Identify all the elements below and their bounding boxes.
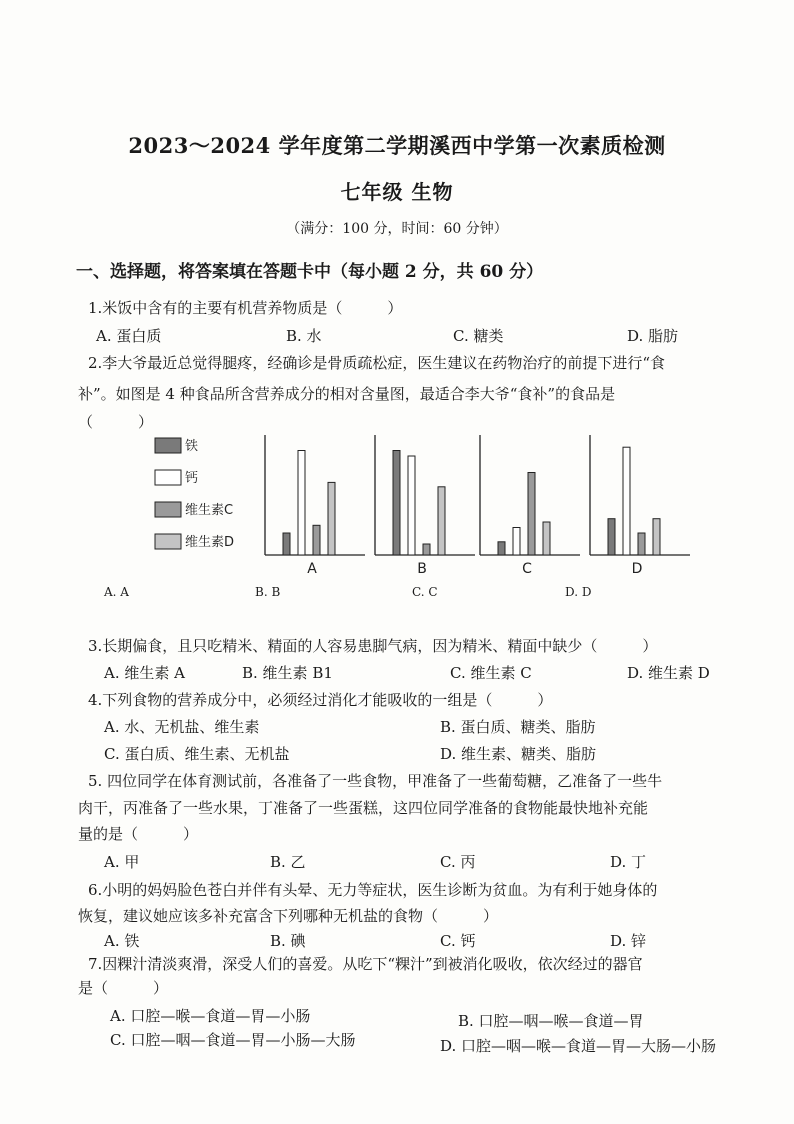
question-4-stem: 4.下列食物的营养成分中，必须经过消化才能吸收的一组是（ ） — [88, 691, 553, 709]
bar-B-3 — [438, 487, 445, 555]
question-6-stem-line-1: 6.小明的妈妈脸色苍白并伴有头晕、无力等症状，医生诊断为贫血。为有利于她身体的 — [88, 881, 658, 899]
question-1-option-d: D. 脂肪 — [627, 327, 679, 345]
bar-D-3 — [653, 519, 660, 555]
question-5-option-c: C. 丙 — [440, 853, 476, 871]
question-5-option-d: D. 丁 — [610, 853, 647, 871]
bar-D-2 — [638, 533, 645, 555]
question-3-option-b: B. 维生素 B1 — [242, 664, 333, 682]
question-2-stem-line-2: 补”。如图是 4 种食品所含营养成分的相对含量图，最适合李大爷“食补”的食品是 — [78, 385, 616, 403]
bar-D-0 — [608, 519, 615, 555]
question-3-stem: 3.长期偏食，且只吃精米、精面的人容易患脚气病，因为精米、精面中缺少（ ） — [88, 637, 658, 655]
question-4-option-d: D. 维生素、糖类、脂肪 — [440, 745, 597, 763]
exam-title: 2023～2024 学年度第二学期溪西中学第一次素质检测 — [128, 133, 666, 158]
bar-A-0 — [283, 533, 290, 555]
panel-label-B: B — [417, 561, 427, 577]
exam-subtitle: 七年级 生物 — [340, 180, 454, 204]
legend-swatch-3 — [155, 534, 181, 549]
question-2-stem-line-1: 2.李大爷最近总觉得腿疼，经确诊是骨质疏松症，医生建议在药物治疗的前提下进行“食 — [88, 354, 665, 372]
bar-B-1 — [408, 456, 415, 555]
question-5-stem-line-3: 量的是（ ） — [78, 825, 199, 843]
question-1-stem: 1.米饭中含有的主要有机营养物质是（ ） — [88, 299, 403, 317]
bar-C-1 — [513, 528, 520, 556]
bar-B-2 — [423, 544, 430, 555]
question-7-stem-line-1: 7.因粿汁清淡爽滑，深受人们的喜爱。从吃下“粿汁”到被消化吸收，依次经过的器官 — [88, 955, 643, 973]
panel-label-C: C — [522, 561, 532, 577]
question-5-option-b: B. 乙 — [270, 853, 306, 871]
question-3-option-d: D. 维生素 D — [627, 664, 710, 682]
question-6-option-b: B. 碘 — [270, 932, 306, 950]
question-7-option-b: B. 口腔—咽—喉—食道—胃 — [458, 1012, 644, 1030]
bar-B-0 — [393, 451, 400, 556]
question-7-option-c: C. 口腔—咽—食道—胃—小肠—大肠 — [110, 1031, 356, 1049]
bar-A-2 — [313, 525, 320, 555]
question-7-option-d: D. 口腔—咽—喉—食道—胃—大肠—小肠 — [440, 1037, 717, 1055]
bar-A-1 — [298, 451, 305, 556]
question-7-stem-line-2: 是（ ） — [78, 979, 169, 997]
question-2-option-b: B. B — [255, 585, 281, 599]
question-2-option-c: C. C — [412, 585, 438, 599]
question-4-option-c: C. 蛋白质、维生素、无机盐 — [104, 745, 290, 763]
question-6-stem-line-2: 恢复，建议她应该多补充富含下列哪种无机盐的食物（ ） — [78, 907, 499, 925]
legend-label-2: 维生素C — [185, 503, 234, 518]
question-5-stem-line-2: 肉干，丙准备了一些水果，丁准备了一些蛋糕，这四位同学准备的食物能最快地补充能 — [78, 799, 649, 817]
panel-label-D: D — [631, 561, 643, 577]
question-3-option-a: A. 维生素 A — [104, 664, 185, 682]
question-1-option-a: A. 蛋白质 — [96, 327, 162, 345]
legend-swatch-1 — [155, 470, 181, 485]
bar-C-2 — [528, 473, 535, 556]
question-5-option-a: A. 甲 — [104, 853, 140, 871]
bar-C-3 — [543, 522, 550, 555]
question-2-option-a: A. A — [104, 585, 129, 599]
question-6-option-a: A. 铁 — [104, 932, 140, 950]
question-5-stem-line-1: 5. 四位同学在体育测试前，各准备了一些食物，甲准备了一些葡萄糖，乙准备了一些牛 — [88, 772, 663, 790]
bar-C-0 — [498, 542, 505, 555]
question-4-option-b: B. 蛋白质、糖类、脂肪 — [440, 718, 596, 736]
legend-label-1: 钙 — [185, 471, 199, 486]
question-4-option-a: A. 水、无机盐、维生素 — [104, 718, 260, 736]
bar-D-1 — [623, 447, 630, 555]
question-2-stem-line-3: （ ） — [78, 413, 154, 431]
nutrient-bar-chart — [145, 430, 725, 580]
question-3-option-c: C. 维生素 C — [450, 664, 532, 682]
question-6-option-c: C. 钙 — [440, 932, 476, 950]
question-6-option-d: D. 锌 — [610, 932, 647, 950]
question-1-option-b: B. 水 — [286, 327, 322, 345]
chart-panels — [265, 435, 690, 577]
question-7-option-a: A. 口腔—喉—食道—胃—小肠 — [110, 1007, 311, 1025]
legend-swatch-2 — [155, 502, 181, 517]
question-1-option-c: C. 糖类 — [453, 327, 504, 345]
section-heading: 一、选择题，将答案填在答题卡中（每小题 2 分，共 60 分） — [76, 262, 544, 282]
panel-label-A: A — [307, 561, 317, 577]
legend-swatch-0 — [155, 438, 181, 453]
bar-A-3 — [328, 482, 335, 555]
legend-label-3: 维生素D — [185, 535, 235, 550]
legend-label-0: 铁 — [185, 439, 199, 454]
chart-legend — [155, 438, 234, 550]
exam-meta: （满分：100 分，时间：60 分钟） — [286, 221, 508, 237]
question-2-option-d: D. D — [565, 585, 592, 599]
